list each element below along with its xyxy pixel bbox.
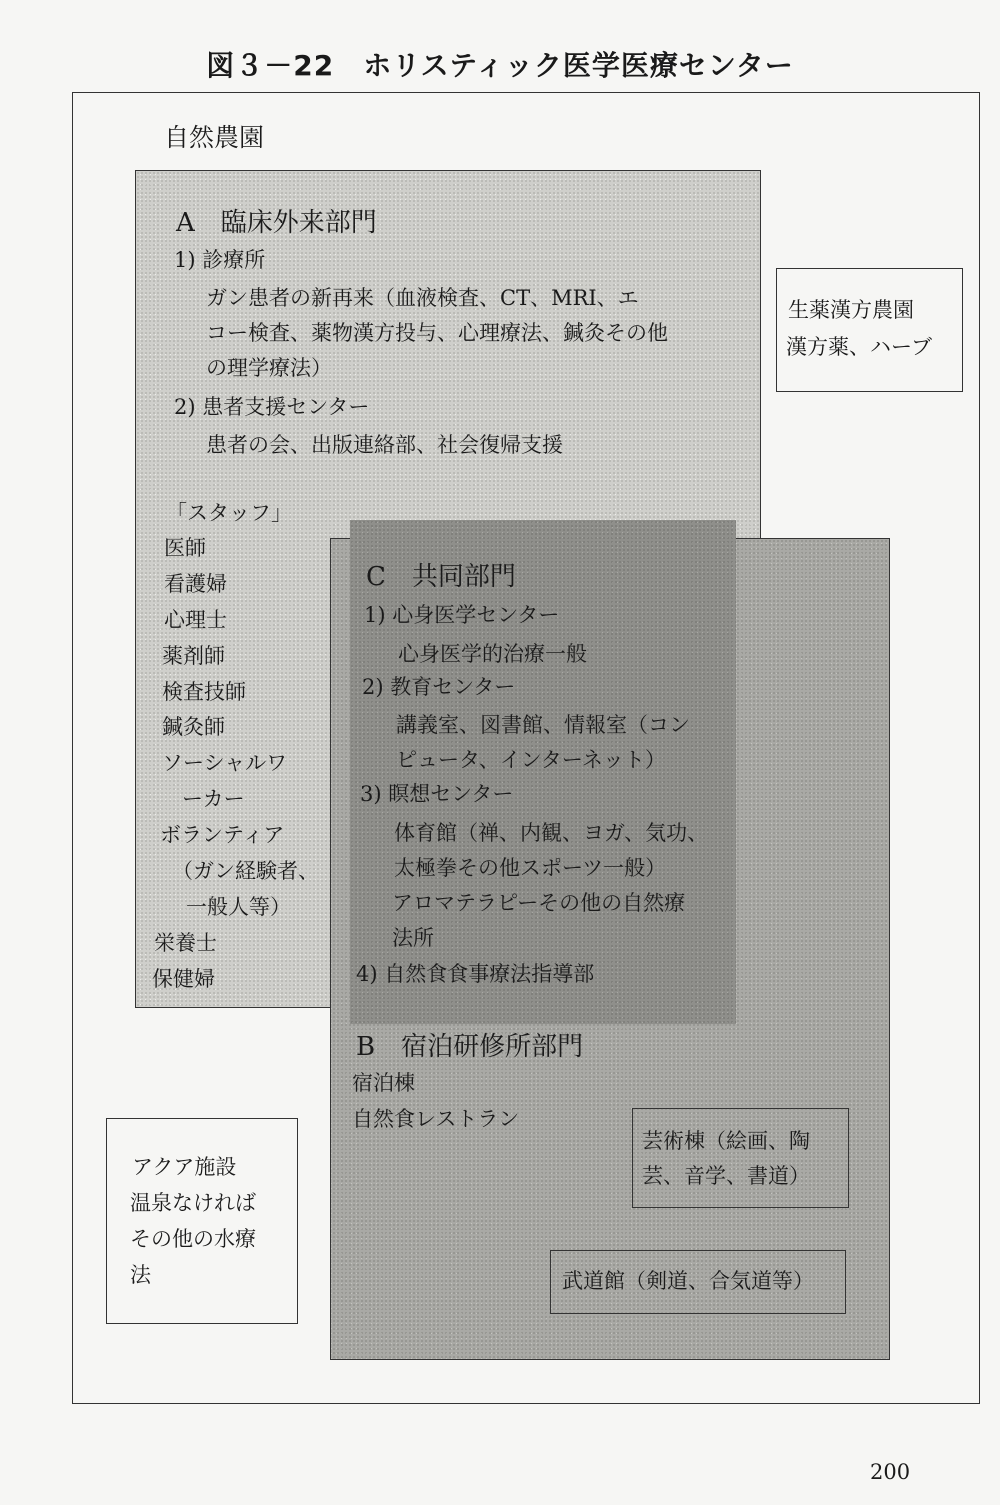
section-c-line: 太極拳その他スポーツ一般） — [394, 856, 667, 880]
aqua-line: 温泉なければ — [130, 1191, 256, 1215]
staff-item: 検査技師 — [162, 680, 246, 704]
section-c-line: 体育館（禅、内観、ヨガ、気功、 — [394, 821, 709, 845]
section-c-line: 3) 瞑想センター — [360, 782, 514, 806]
section-c-line: アロマテラピーその他の自然療 — [392, 891, 686, 915]
section-c-line: 講義室、図書館、情報室（コン — [396, 713, 690, 737]
section-c-line: 1) 心身医学センター — [364, 603, 560, 627]
section-a-line: 1) 診療所 — [174, 248, 266, 272]
figure-title: 図３－22 ホリスティック医学医療センター — [206, 49, 794, 82]
aqua-line: その他の水療 — [130, 1227, 256, 1251]
aqua-line: アクア施設 — [132, 1155, 237, 1179]
section-b-line: 宿泊棟 — [352, 1071, 415, 1095]
budo-line: 武道館（剣道、合気道等） — [562, 1269, 814, 1293]
staff-item: ソーシャルワ — [162, 751, 288, 775]
section-c-line: 心身医学的治療一般 — [398, 642, 587, 666]
staff-item: 心理士 — [164, 608, 227, 632]
section-c-line: ピュータ、インターネット） — [396, 748, 666, 772]
staff-item: 保健婦 — [152, 967, 215, 991]
section-c-line: 4) 自然食食事療法指導部 — [356, 962, 595, 986]
staff-item: 薬剤師 — [162, 644, 225, 668]
section-a-line: 2) 患者支援センター — [174, 395, 370, 419]
section-a-line: 患者の会、出版連絡部、社会復帰支援 — [206, 433, 563, 457]
section-a-line: コー検査、薬物漢方投与、心理療法、鍼灸その他 — [206, 321, 668, 345]
herb-garden-line: 漢方薬、ハーブ — [786, 335, 932, 359]
staff-item: 看護婦 — [164, 572, 227, 596]
section-c-heading: C 共同部門 — [366, 562, 516, 592]
art-line: 芸術棟（絵画、陶 — [642, 1129, 810, 1153]
section-b-line: 自然食レストラン — [352, 1107, 520, 1131]
section-a-heading: A 臨床外来部門 — [176, 208, 377, 238]
art-line: 芸、音学、書道） — [642, 1164, 810, 1188]
staff-item: （ガン経験者、 — [172, 859, 319, 883]
staff-item: 栄養士 — [154, 931, 217, 955]
section-c-line: 2) 教育センター — [362, 675, 516, 699]
page-number: 200 — [870, 1460, 911, 1484]
staff-item: 医師 — [164, 536, 206, 560]
section-b-heading: B 宿泊研修所部門 — [356, 1032, 584, 1062]
staff-item: 鍼灸師 — [162, 715, 225, 739]
section-c-line: 法所 — [392, 926, 434, 950]
farm-label: 自然農園 — [164, 123, 265, 152]
section-a-line: の理学療法） — [206, 356, 332, 380]
staff-item: 一般人等） — [186, 895, 291, 919]
staff-item: ーカー — [182, 787, 245, 811]
staff-item: ボランティア — [160, 823, 285, 847]
section-a-line: ガン患者の新再来（血液検査、CT、MRI、エ — [206, 286, 639, 310]
staff-heading: 「スタッフ」 — [166, 501, 292, 525]
herb-garden-line: 生薬漢方農園 — [788, 298, 914, 322]
aqua-facility-box — [106, 1118, 298, 1324]
aqua-line: 法 — [130, 1263, 151, 1287]
